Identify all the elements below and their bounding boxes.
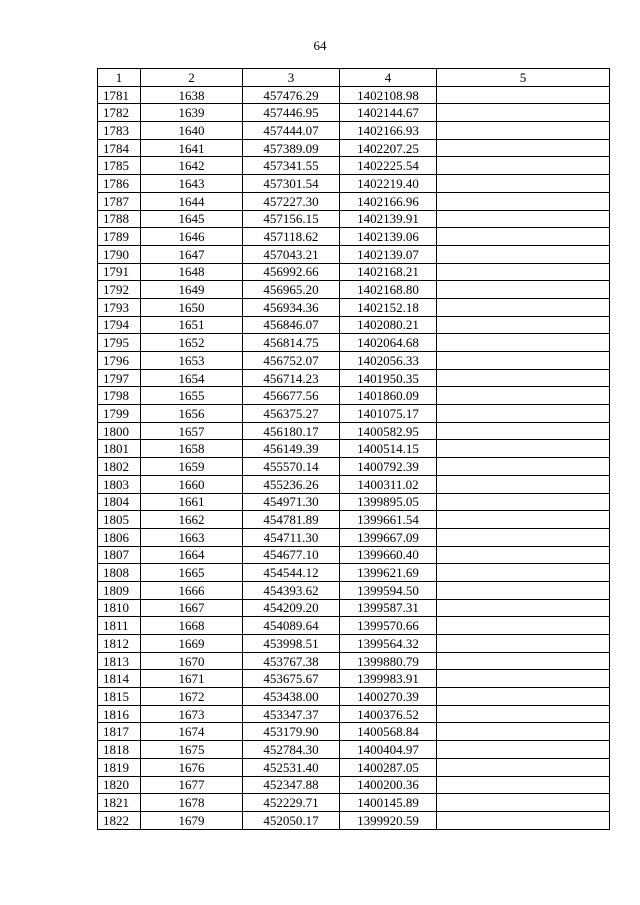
table-cell-col-2: 1678 xyxy=(141,794,243,812)
table-cell-col-4: 1399570.66 xyxy=(340,617,437,635)
table-cell-col-5 xyxy=(437,210,610,228)
table-cell-col-4: 1400270.39 xyxy=(340,688,437,706)
table-cell-col-5 xyxy=(437,387,610,405)
table-cell-col-2: 1646 xyxy=(141,228,243,246)
table-cell-col-3: 454089.64 xyxy=(243,617,340,635)
table-cell-col-2: 1663 xyxy=(141,528,243,546)
table-cell-col-1: 1788 xyxy=(98,210,141,228)
table-cell-col-5 xyxy=(437,511,610,529)
table-cell-col-5 xyxy=(437,157,610,175)
table-row xyxy=(98,352,610,370)
column-header-5: 5 xyxy=(437,69,610,87)
table-cell-col-2: 1638 xyxy=(141,86,243,104)
table-cell-col-3: 457118.62 xyxy=(243,228,340,246)
table-cell-col-3: 457227.30 xyxy=(243,192,340,210)
table-cell-col-4: 1399587.31 xyxy=(340,599,437,617)
table-cell-col-1: 1820 xyxy=(98,776,141,794)
table-cell-col-1: 1802 xyxy=(98,458,141,476)
table-cell-col-4: 1401950.35 xyxy=(340,369,437,387)
table-cell-col-3: 453179.90 xyxy=(243,723,340,741)
table-cell-col-1: 1804 xyxy=(98,493,141,511)
table-cell-col-1: 1798 xyxy=(98,387,141,405)
table-row xyxy=(98,458,610,476)
table-row xyxy=(98,599,610,617)
table-cell-col-3: 454209.20 xyxy=(243,599,340,617)
table-row xyxy=(98,281,610,299)
table-cell-col-1: 1822 xyxy=(98,811,141,829)
table-cell-col-5 xyxy=(437,228,610,246)
table-cell-col-4: 1402064.68 xyxy=(340,334,437,352)
table-row xyxy=(98,546,610,564)
table-cell-col-2: 1643 xyxy=(141,175,243,193)
table-cell-col-3: 452050.17 xyxy=(243,811,340,829)
coordinates-table xyxy=(97,68,610,830)
table-cell-col-3: 454544.12 xyxy=(243,564,340,582)
table-cell-col-2: 1677 xyxy=(141,776,243,794)
table-cell-col-4: 1400287.05 xyxy=(340,758,437,776)
table-cell-col-5 xyxy=(437,192,610,210)
table-cell-col-2: 1641 xyxy=(141,139,243,157)
table-cell-col-4: 1399661.54 xyxy=(340,511,437,529)
table-cell-col-2: 1650 xyxy=(141,298,243,316)
table-cell-col-3: 453998.51 xyxy=(243,635,340,653)
table-cell-col-2: 1645 xyxy=(141,210,243,228)
table-cell-col-3: 452229.71 xyxy=(243,794,340,812)
table-cell-col-3: 456846.07 xyxy=(243,316,340,334)
table-cell-col-3: 456180.17 xyxy=(243,422,340,440)
table-row xyxy=(98,705,610,723)
table-row xyxy=(98,475,610,493)
table-cell-col-4: 1402168.80 xyxy=(340,281,437,299)
table-cell-col-4: 1400145.89 xyxy=(340,794,437,812)
table-cell-col-2: 1667 xyxy=(141,599,243,617)
table-row xyxy=(98,493,610,511)
table-cell-col-5 xyxy=(437,281,610,299)
table-cell-col-1: 1811 xyxy=(98,617,141,635)
table-cell-col-5 xyxy=(437,139,610,157)
table-cell-col-3: 454393.62 xyxy=(243,581,340,599)
table-cell-col-1: 1810 xyxy=(98,599,141,617)
table-cell-col-5 xyxy=(437,440,610,458)
table-cell-col-4: 1402139.06 xyxy=(340,228,437,246)
table-row xyxy=(98,528,610,546)
table-cell-col-1: 1806 xyxy=(98,528,141,546)
table-cell-col-4: 1400200.36 xyxy=(340,776,437,794)
table-cell-col-2: 1664 xyxy=(141,546,243,564)
table-cell-col-3: 454711.30 xyxy=(243,528,340,546)
table-cell-col-4: 1399880.79 xyxy=(340,652,437,670)
table-cell-col-3: 452347.88 xyxy=(243,776,340,794)
table-row xyxy=(98,688,610,706)
table-row xyxy=(98,405,610,423)
page-number: 64 xyxy=(313,38,327,53)
table-cell-col-4: 1402219.40 xyxy=(340,175,437,193)
table-cell-col-5 xyxy=(437,316,610,334)
column-header-3: 3 xyxy=(243,69,340,87)
table-cell-col-4: 1401075.17 xyxy=(340,405,437,423)
table-row xyxy=(98,758,610,776)
table-cell-col-5 xyxy=(437,758,610,776)
table-cell-col-4: 1401860.09 xyxy=(340,387,437,405)
table-cell-col-3: 456375.27 xyxy=(243,405,340,423)
table-cell-col-1: 1797 xyxy=(98,369,141,387)
table-cell-col-2: 1647 xyxy=(141,245,243,263)
table-cell-col-1: 1819 xyxy=(98,758,141,776)
table-cell-col-4: 1402166.96 xyxy=(340,192,437,210)
table-cell-col-3: 456992.66 xyxy=(243,263,340,281)
table-cell-col-1: 1789 xyxy=(98,228,141,246)
table-cell-col-1: 1790 xyxy=(98,245,141,263)
table-row xyxy=(98,369,610,387)
table-cell-col-4: 1402139.91 xyxy=(340,210,437,228)
table-cell-col-1: 1782 xyxy=(98,104,141,122)
table-cell-col-5 xyxy=(437,688,610,706)
table-cell-col-1: 1805 xyxy=(98,511,141,529)
table-cell-col-2: 1658 xyxy=(141,440,243,458)
table-cell-col-5 xyxy=(437,405,610,423)
table-cell-col-1: 1808 xyxy=(98,564,141,582)
table-cell-col-1: 1800 xyxy=(98,422,141,440)
table-cell-col-4: 1400404.97 xyxy=(340,741,437,759)
table-cell-col-3: 455570.14 xyxy=(243,458,340,476)
table-cell-col-2: 1671 xyxy=(141,670,243,688)
table-cell-col-1: 1795 xyxy=(98,334,141,352)
table-cell-col-3: 452784.30 xyxy=(243,741,340,759)
table-row xyxy=(98,670,610,688)
table-cell-col-5 xyxy=(437,352,610,370)
table-cell-col-2: 1653 xyxy=(141,352,243,370)
table-cell-col-2: 1676 xyxy=(141,758,243,776)
table-cell-col-4: 1399594.50 xyxy=(340,581,437,599)
table-cell-col-1: 1791 xyxy=(98,263,141,281)
table-cell-col-2: 1656 xyxy=(141,405,243,423)
table-cell-col-3: 453675.67 xyxy=(243,670,340,688)
table-cell-col-3: 457301.54 xyxy=(243,175,340,193)
table-cell-col-1: 1816 xyxy=(98,705,141,723)
table-cell-col-5 xyxy=(437,369,610,387)
table-row xyxy=(98,245,610,263)
table-cell-col-3: 452531.40 xyxy=(243,758,340,776)
table-row xyxy=(98,617,610,635)
table-cell-col-4: 1399621.69 xyxy=(340,564,437,582)
table-cell-col-5 xyxy=(437,635,610,653)
table-cell-col-1: 1814 xyxy=(98,670,141,688)
table-cell-col-5 xyxy=(437,458,610,476)
table-cell-col-2: 1654 xyxy=(141,369,243,387)
table-cell-col-1: 1812 xyxy=(98,635,141,653)
table-cell-col-3: 453767.38 xyxy=(243,652,340,670)
table-cell-col-5 xyxy=(437,175,610,193)
table-cell-col-5 xyxy=(437,263,610,281)
table-cell-col-1: 1787 xyxy=(98,192,141,210)
table-cell-col-4: 1402166.93 xyxy=(340,122,437,140)
table-cell-col-3: 457444.07 xyxy=(243,122,340,140)
table-cell-col-2: 1674 xyxy=(141,723,243,741)
table-cell-col-3: 455236.26 xyxy=(243,475,340,493)
table-cell-col-4: 1402139.07 xyxy=(340,245,437,263)
table-cell-col-3: 457476.29 xyxy=(243,86,340,104)
table-cell-col-5 xyxy=(437,811,610,829)
table-cell-col-2: 1668 xyxy=(141,617,243,635)
table-row xyxy=(98,440,610,458)
table-cell-col-1: 1786 xyxy=(98,175,141,193)
table-cell-col-5 xyxy=(437,245,610,263)
table-cell-col-5 xyxy=(437,334,610,352)
table-row xyxy=(98,635,610,653)
table-cell-col-5 xyxy=(437,86,610,104)
table-cell-col-5 xyxy=(437,104,610,122)
table-cell-col-2: 1669 xyxy=(141,635,243,653)
table-cell-col-3: 456934.36 xyxy=(243,298,340,316)
table-cell-col-2: 1673 xyxy=(141,705,243,723)
table-cell-col-5 xyxy=(437,705,610,723)
table-cell-col-2: 1659 xyxy=(141,458,243,476)
table-cell-col-1: 1794 xyxy=(98,316,141,334)
table-cell-col-1: 1803 xyxy=(98,475,141,493)
table-cell-col-4: 1400514.15 xyxy=(340,440,437,458)
table-cell-col-5 xyxy=(437,475,610,493)
table-cell-col-3: 456714.23 xyxy=(243,369,340,387)
table-cell-col-4: 1402080.21 xyxy=(340,316,437,334)
table-cell-col-3: 454971.30 xyxy=(243,493,340,511)
table-cell-col-4: 1399667.09 xyxy=(340,528,437,546)
table-cell-col-1: 1784 xyxy=(98,139,141,157)
table-cell-col-2: 1666 xyxy=(141,581,243,599)
table-cell-col-4: 1399920.59 xyxy=(340,811,437,829)
table-cell-col-2: 1665 xyxy=(141,564,243,582)
table-cell-col-4: 1400311.02 xyxy=(340,475,437,493)
table-row xyxy=(98,422,610,440)
table-cell-col-4: 1399564.32 xyxy=(340,635,437,653)
table-cell-col-5 xyxy=(437,741,610,759)
column-header-1: 1 xyxy=(98,69,141,87)
table-cell-col-4: 1402168.21 xyxy=(340,263,437,281)
table-cell-col-5 xyxy=(437,546,610,564)
table-row xyxy=(98,334,610,352)
table-cell-col-5 xyxy=(437,617,610,635)
table-cell-col-1: 1781 xyxy=(98,86,141,104)
table-cell-col-1: 1796 xyxy=(98,352,141,370)
table-row xyxy=(98,387,610,405)
table-cell-col-2: 1661 xyxy=(141,493,243,511)
table-row xyxy=(98,86,610,104)
table-cell-col-2: 1657 xyxy=(141,422,243,440)
table-cell-col-4: 1400792.39 xyxy=(340,458,437,476)
table-cell-col-5 xyxy=(437,776,610,794)
table-row xyxy=(98,228,610,246)
table-cell-col-3: 457156.15 xyxy=(243,210,340,228)
table-cell-col-5 xyxy=(437,794,610,812)
table-row xyxy=(98,811,610,829)
table-row xyxy=(98,139,610,157)
table-cell-col-4: 1400376.52 xyxy=(340,705,437,723)
table-cell-col-3: 454781.89 xyxy=(243,511,340,529)
table-row xyxy=(98,723,610,741)
table-cell-col-5 xyxy=(437,298,610,316)
table-cell-col-4: 1399983.91 xyxy=(340,670,437,688)
table-row xyxy=(98,776,610,794)
table-row xyxy=(98,564,610,582)
table-cell-col-4: 1402152.18 xyxy=(340,298,437,316)
table-cell-col-2: 1670 xyxy=(141,652,243,670)
table-cell-col-2: 1660 xyxy=(141,475,243,493)
table-cell-col-4: 1402144.67 xyxy=(340,104,437,122)
table-cell-col-4: 1402108.98 xyxy=(340,86,437,104)
table-cell-col-3: 453347.37 xyxy=(243,705,340,723)
table-cell-col-5 xyxy=(437,122,610,140)
table-header-row xyxy=(98,69,610,87)
table-cell-col-2: 1662 xyxy=(141,511,243,529)
table-row xyxy=(98,794,610,812)
table-cell-col-4: 1402207.25 xyxy=(340,139,437,157)
table-cell-col-3: 453438.00 xyxy=(243,688,340,706)
table-cell-col-3: 457446.95 xyxy=(243,104,340,122)
table-cell-col-2: 1640 xyxy=(141,122,243,140)
table-cell-col-1: 1815 xyxy=(98,688,141,706)
table-row xyxy=(98,175,610,193)
table-cell-col-1: 1813 xyxy=(98,652,141,670)
table-cell-col-5 xyxy=(437,528,610,546)
table-cell-col-5 xyxy=(437,670,610,688)
table-cell-col-4: 1402225.54 xyxy=(340,157,437,175)
table-cell-col-2: 1649 xyxy=(141,281,243,299)
table-cell-col-1: 1792 xyxy=(98,281,141,299)
table-row xyxy=(98,652,610,670)
table-cell-col-3: 456149.39 xyxy=(243,440,340,458)
table-cell-col-5 xyxy=(437,599,610,617)
table-cell-col-5 xyxy=(437,652,610,670)
table-cell-col-3: 457341.55 xyxy=(243,157,340,175)
table-cell-col-3: 456752.07 xyxy=(243,352,340,370)
table-cell-col-2: 1639 xyxy=(141,104,243,122)
table-cell-col-2: 1651 xyxy=(141,316,243,334)
table-cell-col-2: 1652 xyxy=(141,334,243,352)
table-row xyxy=(98,104,610,122)
table-cell-col-1: 1818 xyxy=(98,741,141,759)
table-row xyxy=(98,192,610,210)
table-cell-col-4: 1400582.95 xyxy=(340,422,437,440)
table-cell-col-1: 1785 xyxy=(98,157,141,175)
table-cell-col-2: 1675 xyxy=(141,741,243,759)
table-row xyxy=(98,298,610,316)
table-cell-col-1: 1801 xyxy=(98,440,141,458)
table-body xyxy=(98,86,610,829)
table-row xyxy=(98,316,610,334)
table-cell-col-3: 456965.20 xyxy=(243,281,340,299)
table-row xyxy=(98,210,610,228)
table-cell-col-1: 1799 xyxy=(98,405,141,423)
table-cell-col-5 xyxy=(437,723,610,741)
table-row xyxy=(98,581,610,599)
table-cell-col-1: 1821 xyxy=(98,794,141,812)
table-cell-col-3: 457043.21 xyxy=(243,245,340,263)
table-cell-col-5 xyxy=(437,581,610,599)
table-row xyxy=(98,122,610,140)
table-cell-col-2: 1644 xyxy=(141,192,243,210)
column-header-2: 2 xyxy=(141,69,243,87)
table-cell-col-3: 454677.10 xyxy=(243,546,340,564)
table-row xyxy=(98,157,610,175)
table-cell-col-3: 456677.56 xyxy=(243,387,340,405)
table-row xyxy=(98,263,610,281)
table-cell-col-2: 1642 xyxy=(141,157,243,175)
table-cell-col-1: 1793 xyxy=(98,298,141,316)
column-header-4: 4 xyxy=(340,69,437,87)
table-cell-col-1: 1817 xyxy=(98,723,141,741)
table-cell-col-5 xyxy=(437,422,610,440)
table-cell-col-2: 1648 xyxy=(141,263,243,281)
table-cell-col-1: 1809 xyxy=(98,581,141,599)
table-cell-col-3: 456814.75 xyxy=(243,334,340,352)
table-cell-col-4: 1399895.05 xyxy=(340,493,437,511)
table-cell-col-2: 1679 xyxy=(141,811,243,829)
table-cell-col-5 xyxy=(437,493,610,511)
table-row xyxy=(98,511,610,529)
table-cell-col-4: 1399660.40 xyxy=(340,546,437,564)
table-cell-col-1: 1807 xyxy=(98,546,141,564)
table-cell-col-5 xyxy=(437,564,610,582)
table-cell-col-2: 1655 xyxy=(141,387,243,405)
table-row xyxy=(98,741,610,759)
table-cell-col-4: 1402056.33 xyxy=(340,352,437,370)
table-cell-col-4: 1400568.84 xyxy=(340,723,437,741)
table-cell-col-3: 457389.09 xyxy=(243,139,340,157)
table-cell-col-1: 1783 xyxy=(98,122,141,140)
table-cell-col-2: 1672 xyxy=(141,688,243,706)
